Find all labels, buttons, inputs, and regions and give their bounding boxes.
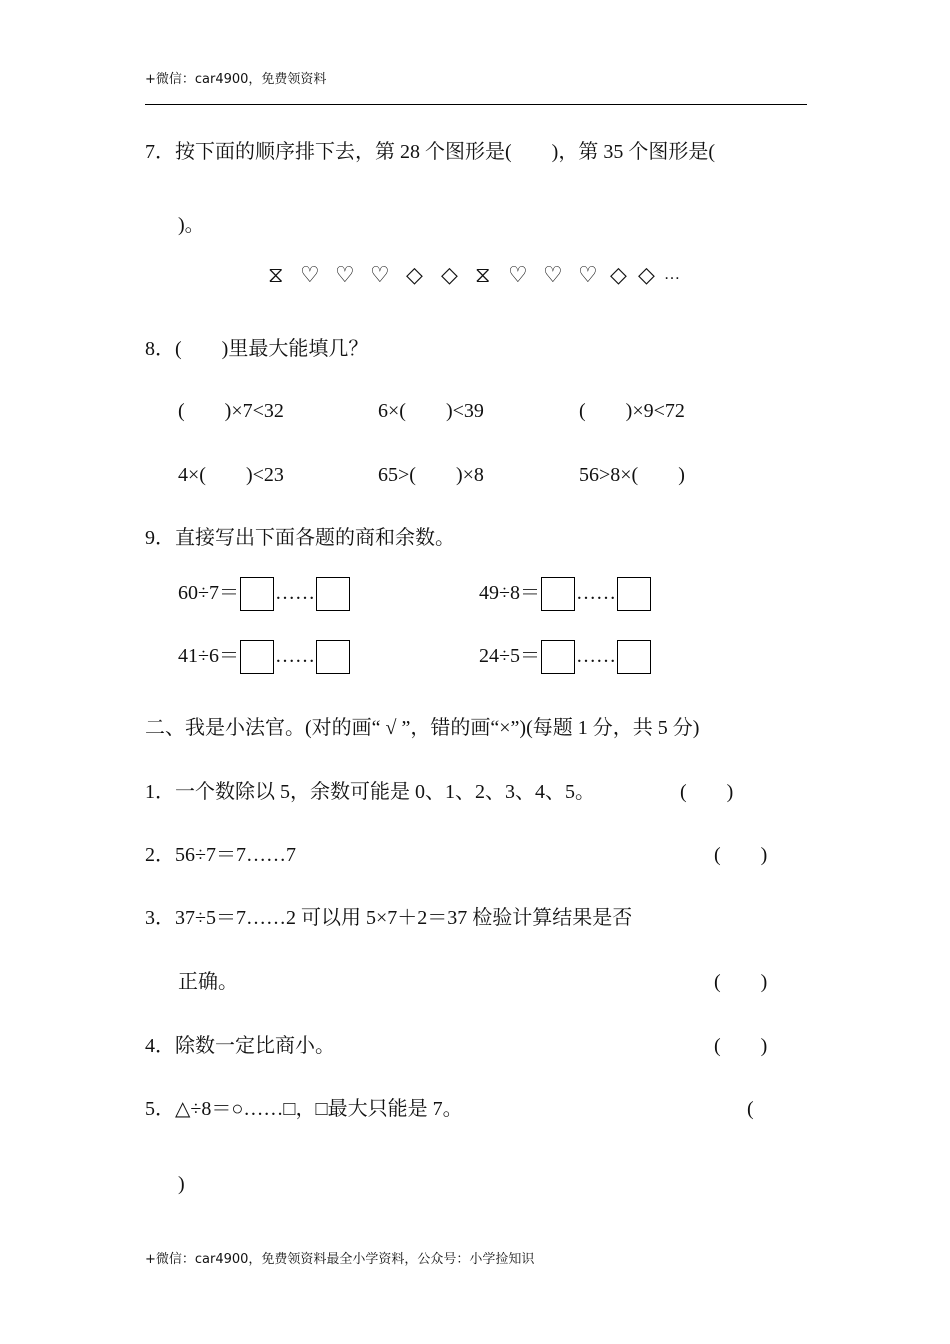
heart-shape: ♡ (300, 262, 320, 287)
quotient-box[interactable] (240, 577, 274, 611)
q8-item: 65>( )×8 (378, 464, 484, 486)
judge-q4-answer[interactable]: ( ) (714, 1035, 768, 1057)
heart-shape: ♡ (543, 262, 563, 287)
quotient-box[interactable] (541, 640, 575, 674)
page-header: +微信：car4900，免费领资料 (145, 72, 327, 87)
heart-shape: ♡ (578, 262, 598, 287)
heart-shape: ♡ (508, 262, 528, 287)
dots: …… (575, 645, 616, 667)
q8-title: 8．( )里最大能填几？ (145, 338, 369, 360)
division-item (178, 575, 351, 611)
judge-q5-answer-open[interactable]: ( (747, 1098, 754, 1120)
q8-item: ( )×9<72 (579, 400, 685, 422)
division-expression: 49÷8＝ (479, 582, 540, 604)
dots: …… (575, 582, 616, 604)
diamond-shape: ◇ (610, 262, 627, 287)
judge-q3: 3．37÷5＝7……2 可以用 5×7＋2＝37 检验计算结果是否 (145, 907, 633, 929)
division-item (479, 638, 652, 674)
remainder-box[interactable] (316, 577, 350, 611)
judge-q5-answer-close: ) (178, 1173, 185, 1195)
diamond-shape: ◇ (441, 262, 458, 287)
header-rule (145, 104, 807, 105)
q7-line2: )。 (178, 214, 205, 236)
q7-line1: 7．按下面的顺序排下去，第 28 个图形是( )，第 35 个图形是( (145, 141, 715, 163)
judge-q3-answer[interactable]: ( ) (714, 971, 768, 993)
remainder-box[interactable] (617, 577, 651, 611)
q8-item: 4×( )<23 (178, 464, 284, 486)
ellipsis: … (664, 266, 680, 283)
remainder-box[interactable] (617, 640, 651, 674)
judge-q5: 5．△÷8＝○……□，□最大只能是 7。 (145, 1098, 463, 1120)
remainder-box[interactable] (316, 640, 350, 674)
q8-item: ( )×7<32 (178, 400, 284, 422)
diamond-shape: ◇ (406, 262, 423, 287)
section-2-title: 二、我是小法官。(对的画“ √ ”，错的画“×”)(每题 1 分，共 5 分) (145, 717, 700, 739)
division-item (178, 638, 351, 674)
dots: …… (274, 645, 315, 667)
dots: …… (274, 582, 315, 604)
diamond-shape: ◇ (638, 262, 655, 287)
q8-item: 6×( )<39 (378, 400, 484, 422)
judge-q2-answer[interactable]: ( ) (714, 844, 768, 866)
quotient-box[interactable] (240, 640, 274, 674)
quotient-box[interactable] (541, 577, 575, 611)
judge-q2: 2．56÷7＝7……7 (145, 844, 296, 866)
division-expression: 60÷7＝ (178, 582, 239, 604)
division-item (479, 575, 652, 611)
division-expression: 41÷6＝ (178, 645, 239, 667)
division-expression: 24÷5＝ (479, 645, 540, 667)
q9-title: 9．直接写出下面各题的商和余数。 (145, 527, 455, 549)
q8-item: 56>8×( ) (579, 464, 685, 486)
page-footer: +微信：car4900，免费领资料最全小学资料，公众号：小学捡知识 (145, 1252, 535, 1267)
judge-q3-cont: 正确。 (178, 971, 238, 993)
heart-shape: ♡ (370, 262, 390, 287)
judge-q1: 1．一个数除以 5，余数可能是 0、1、2、3、4、5。 (145, 781, 595, 803)
judge-q4: 4．除数一定比商小。 (145, 1035, 335, 1057)
judge-q1-answer[interactable]: ( ) (680, 781, 734, 803)
hourglass-shape: ⧖ (268, 262, 284, 287)
hourglass-shape: ⧖ (475, 262, 491, 287)
heart-shape: ♡ (335, 262, 355, 287)
